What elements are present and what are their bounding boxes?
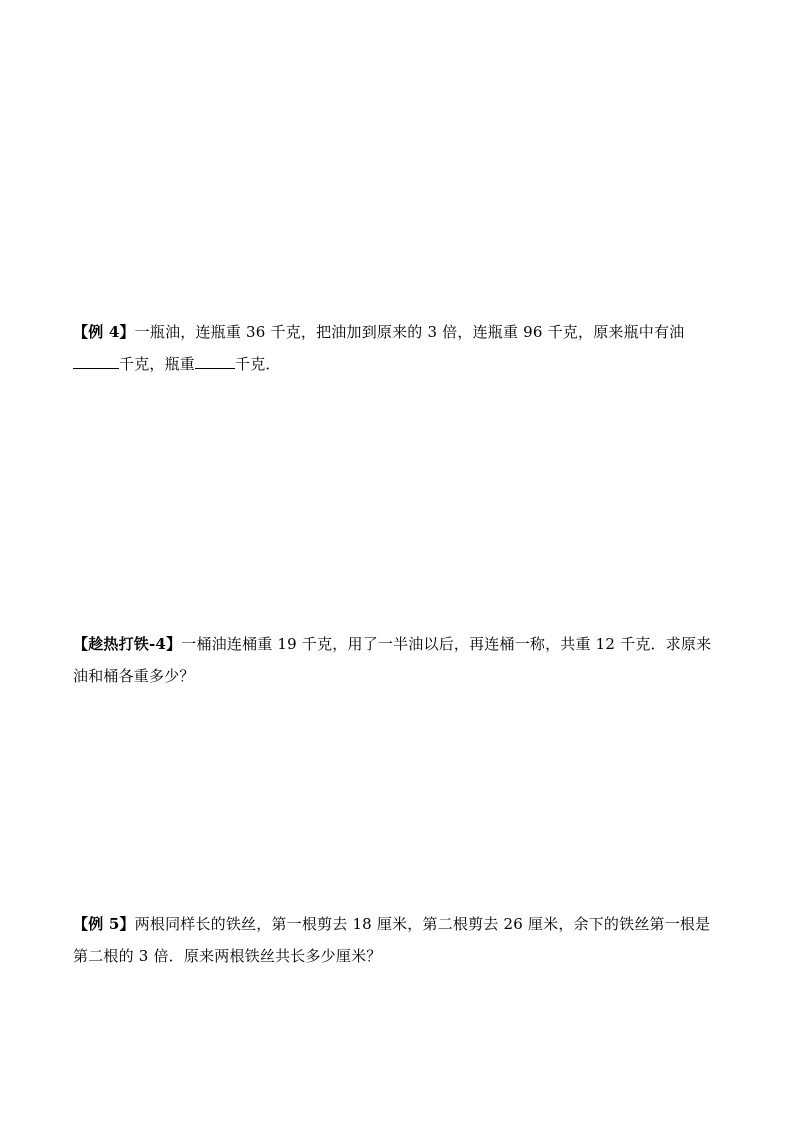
example-5-tag: 【例 5】: [73, 915, 135, 933]
practice-4-tag: 【趁热打铁-4】: [73, 635, 182, 653]
answer-blank-oil[interactable]: [73, 350, 119, 369]
practice-4-text: 一桶油连桶重 19 千克，用了一半油以后，再连桶一称，共重 12 千克．求原来油和桶各重多少？: [73, 635, 712, 685]
example-5-problem: [73, 908, 725, 972]
example-4-problem: [73, 316, 725, 380]
example-4-text-part3: 千克．: [235, 355, 281, 373]
example-4-text-part2: 千克，瓶重: [119, 355, 196, 373]
answer-blank-bottle[interactable]: [195, 350, 235, 369]
example-4-tag: 【例 4】: [73, 323, 135, 341]
example-4-text-part1: 一瓶油，连瓶重 36 千克，把油加到原来的 3 倍，连瓶重 96 千克，原来瓶中有油: [134, 323, 685, 341]
example-5-text: 两根同样长的铁丝，第一根剪去 18 厘米，第二根剪去 26 厘米，余下的铁丝第一根是第二根的 3 倍．原来两根铁丝共长多少厘米？: [73, 915, 711, 965]
practice-4-problem: [73, 628, 725, 692]
